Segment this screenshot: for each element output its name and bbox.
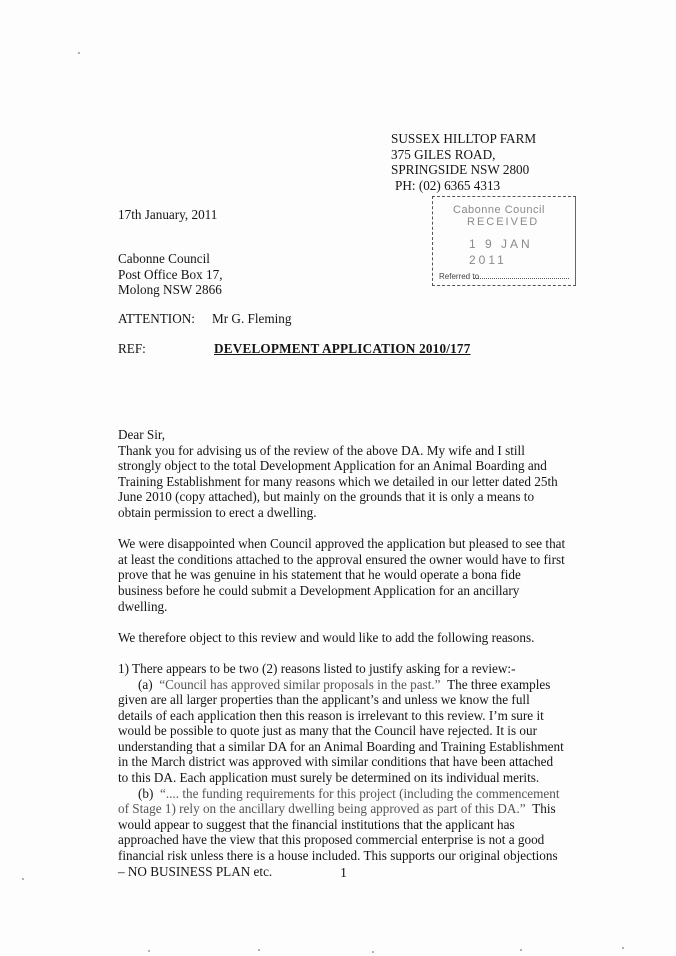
item-1b-quote: “.... the funding requirements for this project (including the commencement of Stage 1) rely on the ancillary dwelling being approved as part of this DA.” <box>118 785 560 817</box>
scan-speck <box>372 951 374 953</box>
attention-line <box>118 311 292 327</box>
scan-speck <box>148 950 150 952</box>
reference-line <box>118 341 471 357</box>
stamp-status: RECEIVED <box>467 216 540 228</box>
sender-phone: PH: (02) 6365 4313 <box>395 177 501 193</box>
attention-value: Mr G. Fleming <box>212 311 292 326</box>
recipient-address <box>118 251 223 298</box>
attention-label: ATTENTION: <box>118 311 195 326</box>
sender-farm-name: SUSSEX HILLTOP FARM <box>391 131 537 146</box>
reference-label: REF: <box>118 341 146 356</box>
sender-town: SPRINGSIDE NSW 2800 <box>391 162 530 178</box>
paragraph-3: We therefore object to this review and would like to add the following reasons. <box>118 629 535 645</box>
reference-value: DEVELOPMENT APPLICATION 2010/177 <box>214 341 471 356</box>
scan-speck <box>22 878 24 880</box>
letter-date: 17th January, 2011 <box>118 207 218 222</box>
item-1a-quote: “Council has approved similar proposals in the past.” <box>159 676 441 692</box>
item-1a-label: (a) <box>138 676 153 692</box>
recipient-name: Cabonne Council <box>118 251 210 266</box>
scan-speck <box>78 52 80 54</box>
recipient-po-box: Post Office Box 17, <box>118 266 223 282</box>
sender-street: 375 GILES ROAD, <box>391 146 496 162</box>
paragraph-2: We were disappointed when Council approved the application but pleased to see that at least the conditions attached to the approval ensured the owner would have to first prove that he was genuine in his statement that he would operate a bona fide business before he could submit a Development Application for an ancillary dwelling. <box>118 536 566 614</box>
item-1b-label: (b) <box>138 785 154 801</box>
sender-address <box>391 131 536 193</box>
letter-body <box>118 427 566 879</box>
item-1a-text: The three examples given are all larger properties than the applicant’s and unless we know the full details of each application then this reason is irrelevant to this review. I’m sure it would be possible to quote just as many that the Council have rejected. It is our understanding that a similar DA for an Animal Boarding and Training Establishment in the March district was approved with similar conditions that have been attached to this DA. Each application must surely be determined on its individual merits. <box>118 676 564 786</box>
stamp-org: Cabonne Council <box>453 204 545 216</box>
page-number: 1 <box>340 866 347 881</box>
salutation: Dear Sir, <box>118 427 166 442</box>
scan-speck <box>258 949 260 951</box>
paragraph-1: Thank you for advising us of the review of the above DA. My wife and I still strongly object to the total Development Application for an Animal Boarding and Training Establishment for many reasons which we detailed in our letter dated 25th June 2010 (copy attached), but mainly on the grounds that it is only a means to obtain permission to erect a dwelling. <box>118 442 558 520</box>
received-stamp <box>432 196 576 286</box>
stamp-referred: Referred to <box>439 272 480 281</box>
stamp-date: 1 9 JAN 2011 <box>469 237 533 267</box>
stamp-dotted-line <box>473 278 569 279</box>
scan-speck <box>622 947 624 949</box>
recipient-town: Molong NSW 2866 <box>118 282 222 298</box>
item-1a <box>118 677 566 786</box>
item-1b-text: This would appear to suggest that the financial institutions that the applicant has approached have the view that this proposed commercial enterprise is not a good financial risk unless there is a house included. This supports our original objections – NO BUSINESS PLAN etc. <box>118 801 558 879</box>
scan-speck <box>520 949 522 951</box>
item-1: 1) There appears to be two (2) reasons listed to justify asking for a review:- <box>118 660 516 676</box>
